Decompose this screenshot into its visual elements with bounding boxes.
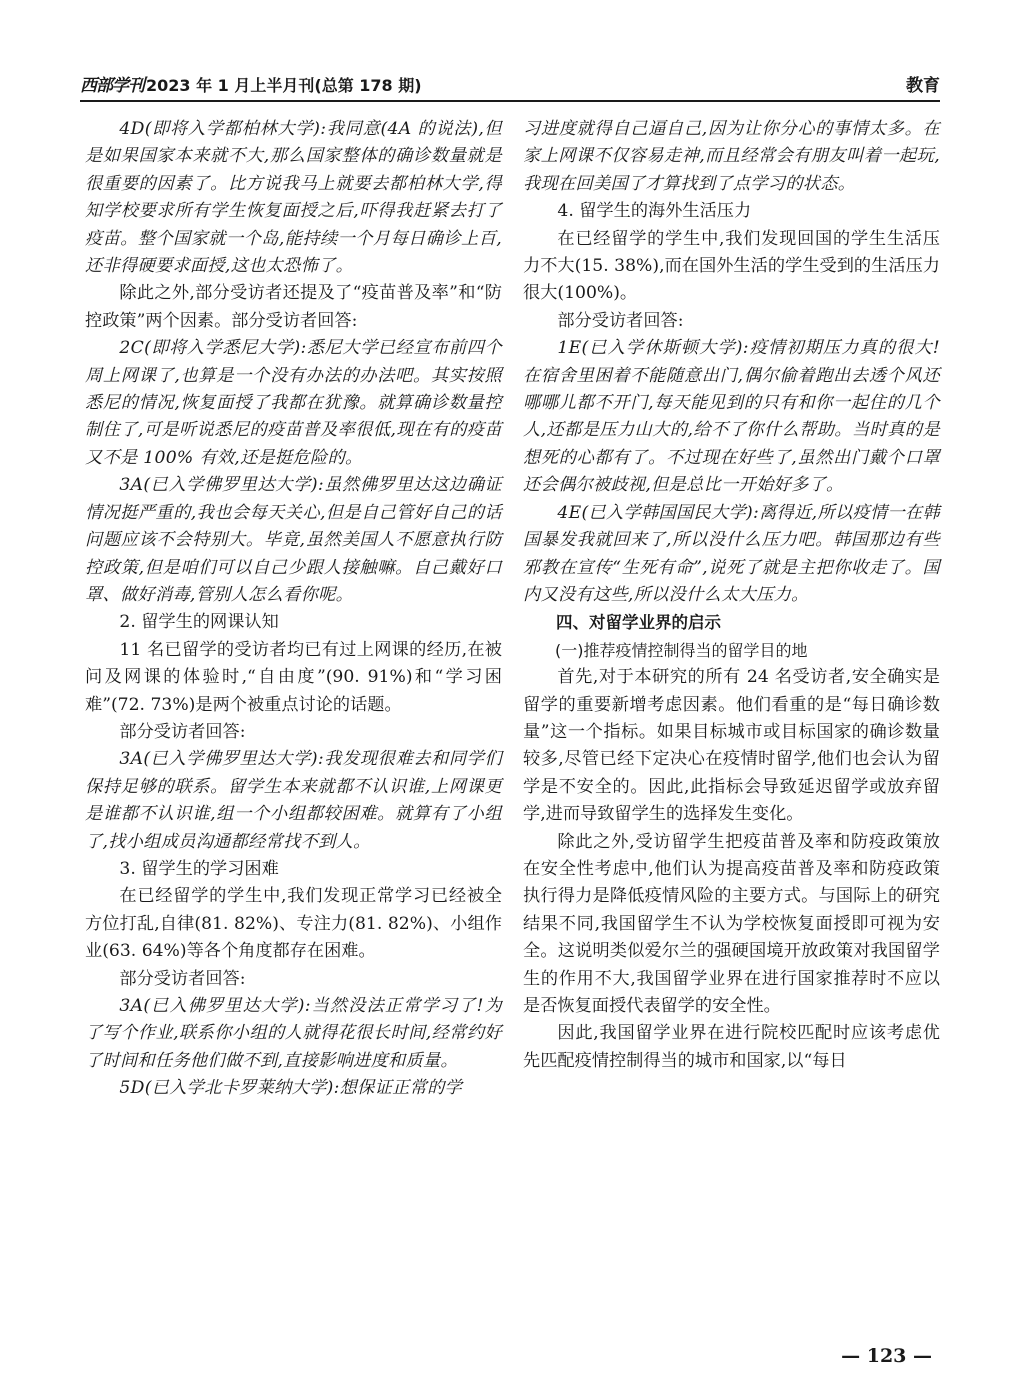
- interview-quote: 3A(已入学佛罗里达大学):虽然佛罗里达这边确证情况挺严重的,我也会每天关心,但是自己管好自己的话问题应该不会特别大。毕竟,虽然美国人不愿意执行防控政策,但是咱们可以自己少跟人接触嘛。自己戴好口罩、做好消毒,管别人怎么看你呢。: [85, 475, 502, 605]
- issue-info: 2023 年 1 月上半月刊(总第 178 期): [146, 76, 422, 95]
- page-number: — 123 —: [841, 1345, 932, 1367]
- running-header: [80, 72, 940, 102]
- journal-logo: 西部学刊: [80, 76, 144, 96]
- right-column: [523, 116, 940, 1075]
- paragraph: 除此之外,部分受访者还提及了“疫苗普及率”和“防控政策”两个因素。部分受访者回答:: [85, 283, 502, 331]
- interview-quote: 3A(已入佛罗里达大学):当然没法正常学习了!为了写个作业,联系你小组的人就得花很长时间,经常约好了时间和任务他们做不到,直接影响进度和质量。: [85, 996, 502, 1071]
- subsection-heading: (一)推荐疫情控制得当的留学目的地: [555, 640, 808, 660]
- paragraph: 部分受访者回答:: [119, 721, 246, 742]
- interview-quote: 2C(即将入学悉尼大学):悉尼大学已经宣布前四个周上网课了,也算是一个没有办法的办法吧。其实按照悉尼的情况,恢复面授了我都在犹豫。就算确诊数量控制住了,可是听说悉尼的疫苗普及率很低,现在有的疫苗又不是 100% 有效,还是挺危险的。: [85, 338, 502, 468]
- interview-quote: 4D(即将入学都柏林大学):我同意(4A 的说法),但是如果国家本来就不大,那么国家整体的确诊数量就是很重要的因素了。比方说我马上就要去都柏林大学,得知学校要求所有学生恢复面授之后,吓得我赶紧去打了疫苗。整个国家就一个岛,能持续一个月每日确诊上百,还非得硬要求面授,这也太恐怖了。: [85, 119, 502, 277]
- left-column: [85, 116, 502, 1103]
- journal-info: [80, 71, 422, 96]
- interview-quote-continued: 习进度就得自己逼自己,因为让你分心的事情太多。在家上网课不仅容易走神,而且经常会有朋友叫着一起玩,我现在回美国了才算找到了点学习的状态。: [523, 119, 940, 194]
- paragraph: 11 名已留学的受访者均已有过上网课的经历,在被问及网课的体验时,“自由度”(90. 91%)和“学习困难”(72. 73%)是两个被重点讨论的话题。: [85, 639, 502, 715]
- interview-quote: 3A(已入学佛罗里达大学):我发现很难去和同学们保持足够的联系。留学生本来就都不认识谁,上网课更是谁都不认识谁,组一个小组都较困难。就算有了小组了,找小组成员沟通都经常找不到人。: [85, 749, 502, 852]
- paragraph: 部分受访者回答:: [119, 968, 246, 989]
- interview-quote: 4E(已入学韩国国民大学):离得近,所以疫情一在韩国暴发我就回来了,所以没什么压力吧。韩国那边有些邪教在宣传“生死有命”,说死了就是主把你收走了。国内又没有这些,所以没什么太大压力。: [523, 502, 940, 605]
- subsection-heading: 4. 留学生的海外生活压力: [557, 201, 752, 222]
- paragraph: 因此,我国留学业界在进行院校匹配时应该考虑优先匹配疫情控制得当的城市和国家,以“每日: [523, 1023, 940, 1071]
- interview-quote: 5D(已入学北卡罗莱纳大学):想保证正常的学: [119, 1078, 463, 1099]
- section-label: 教育: [906, 76, 940, 96]
- interview-quote: 1E(已入学休斯顿大学):疫情初期压力真的很大!在宿舍里困着不能随意出门,偶尔偷着跑出去透个风还哪哪儿都不开门,每天能见到的只有和你一起住的几个人,还都是压力山大的,给不了你什么帮助。当时真的是想死的心都有了。不过现在好些了,虽然出门戴个口罩还会偶尔被歧视,但是总比一开始好多了。: [523, 338, 940, 496]
- subsection-heading: 3. 留学生的学习困难: [119, 858, 279, 879]
- paragraph: 首先,对于本研究的所有 24 名受访者,安全确实是留学的重要新增考虑因素。他们看重的是“每日确诊数量”这一个指标。如果目标城市或目标国家的确诊数量较多,尽管已经下定决心在疫情时留学,他们也会认为留学是不安全的。因此,此指标会导致延迟留学或放弃留学,进而导致留学生的选择发生变化。: [523, 667, 940, 825]
- section-heading: 四、对留学业界的启示: [556, 613, 721, 633]
- paragraph: 在已经留学的学生中,我们发现回国的学生生活压力不大(15. 38%),而在国外生活的学生受到的生活压力很大(100%)。: [523, 228, 940, 304]
- paragraph: 除此之外,受访留学生把疫苗普及率和防疫政策放在安全性考虑中,他们认为提高疫苗普及率和防疫政策执行得力是降低疫情风险的主要方式。与国际上的研究结果不同,我国留学生不认为学校恢复面授即可视为安全。这说明类似爱尔兰的强硬国境开放政策对我国留学生的作用不大,我国留学业界在进行国家推荐时不应以是否恢复面授代表留学的安全性。: [523, 831, 940, 1016]
- subsection-heading: 2. 留学生的网课认知: [119, 612, 279, 633]
- paragraph: 在已经留学的学生中,我们发现正常学习已经被全方位打乱,自律(81. 82%)、专注力(81. 82%)、小组作业(63. 64%)等各个角度都存在困难。: [85, 886, 502, 962]
- paragraph: 部分受访者回答:: [557, 310, 684, 331]
